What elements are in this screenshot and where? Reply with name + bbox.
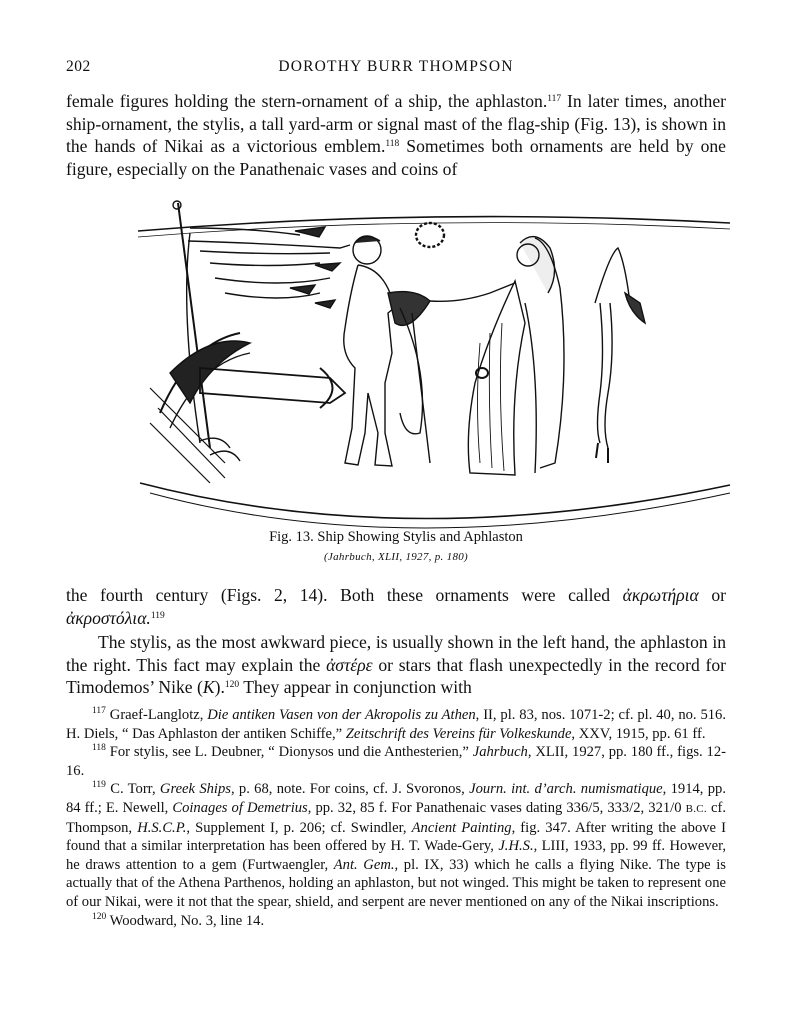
greek-term: ἀκροστόλια.: [66, 607, 151, 628]
footnote-ref-119[interactable]: 119: [150, 610, 165, 621]
greek-term: ἀκρωτήρια: [622, 585, 699, 605]
figure-source: (Jahrbuch, XLII, 1927, p. 180): [323, 551, 469, 563]
streamers: [188, 227, 350, 308]
middle-text: the fourth century (Figs. 2, 14). Both these ornaments were called ἀκρωτήρια or ἀκροστόλια.$^{119}$ The stylis, as the most awkward piece, is usually shown in the left hand, the aphlaston in the right. This fact may explain the ἀστέρε or stars that flash unexpectedly in the record for Timodemos’ Nike (K).$^{120}$ They appear in conjunction with: [66, 585, 726, 698]
running-title: DOROTHY BURR THOMPSON: [278, 58, 514, 75]
wreath: [416, 223, 444, 247]
male-figure: [344, 236, 430, 466]
hanging-fillets: [595, 248, 645, 463]
footnote-118: $^{118}$ For stylis, see L. Deubner, “ Dionysos und die Anthesterien,” Jahrbuch, XLII, 1927, pp. 180 ff., figs. 12-16.: [66, 743, 726, 779]
footnote-ref-117[interactable]: 117: [547, 94, 562, 104]
footnote-ref-120[interactable]: 120: [224, 680, 240, 691]
vase-painting-figure: [130, 193, 735, 533]
footnote-117: $^{117}$ Graef-Langlotz, Die antiken Vasen von der Akropolis zu Athen, II, pl. 83, nos. 1071-2; cf. pl. 40, no. 516. H. Diels, “ Das Aphlaston der antiken Schiffe,” Zeitschrift des Vereins für Volkeskunde, XXV, 1915, pp. 61 ff.: [66, 706, 726, 742]
top-paragraph: female figures holding the stern-ornament of a ship, the aphlaston.$^{117}$ In later times, another ship-ornament, the stylis, a tall yard-arm or signal mast of the flag-ship (Fig. 13), is shown in the hands of Nikai as a victorious emblem.$^{118}$ Sometimes both ornaments are held by one figure, especially on the Panathenaic vases and coins of: [66, 91, 726, 179]
footnotes: [66, 706, 726, 930]
female-figure: [430, 237, 564, 475]
figure-caption: Fig. 13. Ship Showing Stylis and Aphlaston: [269, 529, 523, 545]
page-number: 202: [66, 58, 91, 75]
footnote-120: $^{120}$ Woodward, No. 3, line 14.: [92, 911, 265, 929]
footnote-119: $^{119}$ C. Torr, Greek Ships, p. 68, note. For coins, cf. J. Svoronos, Journ. int. d’arch. numismatique, 1914, pp. 84 ff.; E. Newell, Coinages of Demetrius, pp. 32, 85 f. For Panathenaic vases dating 336/5, 333/2, 321/0 B.C. cf. Thompson, H.S.C.P., Supplement I, p. 206; cf. Swindler, Ancient Painting, fig. 347. After writing the above I found that a similar interpretation has been offered by H. T. Wade-Gery, J.H.S., LIII, 1933, pp. 99 ff. However, he draws attention to a gem (Furtwaengler, Ant. Gem., pl. IX, 33) which he calls a flying Nike. The type is actually that of the Athena Parthenos, holding an aphlaston, but not winged. This might be taken to represent one of our Nikai, were it not that the spear, shield, and serpent are never mentioned on any of the Nikai inscriptions.: [66, 780, 727, 910]
page-header: [66, 58, 726, 78]
footnote-ref-118[interactable]: 118: [385, 139, 400, 150]
greek-term: ἀστέρε: [326, 654, 373, 675]
